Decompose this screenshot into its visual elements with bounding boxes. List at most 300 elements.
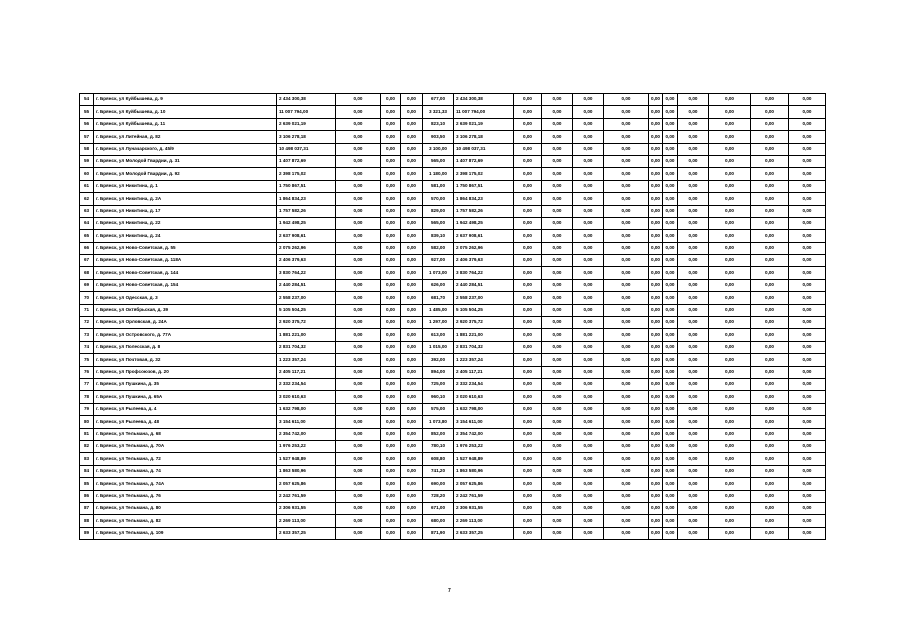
value-cell: 0,00 [336,106,381,118]
value-cell: 0,00 [542,378,573,390]
value-cell: 0,00 [649,440,663,452]
address-cell: г. Брянск, ул Тельмана, д. 80 [94,502,277,514]
table-row [80,490,826,502]
value-cell: 0,00 [604,416,649,428]
value-cell: 0,00 [514,366,542,378]
value-cell: 0,00 [789,230,826,242]
value-cell: 0,00 [604,205,649,217]
value-cell: 0,00 [381,279,401,291]
value-cell: 0,00 [789,490,826,502]
row-number-cell: 73 [80,329,94,341]
row-number-cell: 58 [80,143,94,155]
value-cell: 0,00 [542,329,573,341]
address-cell: г. Брянск, ул Островского, д. 77А [94,329,277,341]
value-cell: 0,00 [678,94,709,106]
value-cell: 0,00 [709,267,751,279]
row-number-cell: 56 [80,118,94,130]
value-cell: 0,00 [663,453,678,465]
value-cell: 0,00 [678,527,709,539]
value-cell: 0,00 [709,193,751,205]
value-cell: 10 498 037,31 [454,143,514,155]
value-cell: 690,00 [423,478,454,490]
value-cell: 0,00 [573,304,604,316]
value-cell: 839,10 [423,230,454,242]
value-cell: 2 398 175,02 [277,168,336,180]
table-row [80,118,826,130]
value-cell: 0,00 [709,292,751,304]
value-cell: 0,00 [514,279,542,291]
value-cell: 0,00 [678,515,709,527]
value-cell: 1 073,00 [423,267,454,279]
value-cell: 0,00 [649,118,663,130]
address-cell: г. Брянск, ул Ново-Советская, д. 144 [94,267,277,279]
value-cell: 829,00 [423,205,454,217]
value-cell: 0,00 [573,440,604,452]
value-cell: 0,00 [573,329,604,341]
value-cell: 0,00 [381,403,401,415]
value-cell: 0,00 [789,180,826,192]
row-number-cell: 89 [80,527,94,539]
value-cell: 0,00 [751,118,789,130]
address-cell: г. Брянск, ул Тельмана, д. 68 [94,428,277,440]
value-cell: 0,00 [573,391,604,403]
value-cell: 0,00 [401,416,423,428]
value-cell: 0,00 [678,217,709,229]
value-cell: 0,00 [542,391,573,403]
value-cell: 0,00 [663,94,678,106]
address-cell: г. Брянск, ул Рылеева, д. 48 [94,416,277,428]
address-cell: г. Брянск, ул Никитина, д. 22 [94,217,277,229]
value-cell: 0,00 [649,168,663,180]
value-cell: 0,00 [401,267,423,279]
table-row [80,168,826,180]
value-cell: 728,20 [423,490,454,502]
value-cell: 0,00 [789,515,826,527]
value-cell: 0,00 [663,118,678,130]
value-cell: 0,00 [789,341,826,353]
value-cell: 0,00 [336,354,381,366]
value-cell: 0,00 [751,143,789,155]
value-cell: 0,00 [604,317,649,329]
value-cell: 1 223 357,24 [454,354,514,366]
value-cell: 0,00 [401,230,423,242]
table-row [80,155,826,167]
value-cell: 0,00 [381,490,401,502]
value-cell: 0,00 [789,354,826,366]
value-cell: 0,00 [381,502,401,514]
value-cell: 0,00 [678,155,709,167]
value-cell: 0,00 [649,193,663,205]
value-cell: 0,00 [542,465,573,477]
value-cell: 0,00 [542,490,573,502]
value-cell: 0,00 [514,205,542,217]
value-cell: 0,00 [573,230,604,242]
value-cell: 0,00 [663,180,678,192]
value-cell: 0,00 [663,354,678,366]
value-cell: 0,00 [751,106,789,118]
address-cell: г. Брянск, ул Тельмана, д. 109 [94,527,277,539]
value-cell: 0,00 [381,440,401,452]
value-cell: 2 405 117,21 [277,366,336,378]
value-cell: 1 527 948,89 [454,453,514,465]
value-cell: 0,00 [663,378,678,390]
value-cell: 0,00 [604,391,649,403]
value-cell: 0,00 [573,527,604,539]
value-cell: 2 405 117,21 [454,366,514,378]
value-cell: 2 434 300,38 [277,94,336,106]
value-cell: 0,00 [514,403,542,415]
row-number-cell: 88 [80,515,94,527]
value-cell: 0,00 [789,465,826,477]
value-cell: 0,00 [751,440,789,452]
address-cell: г. Брянск, ул Молодой Гвардии, д. 31 [94,155,277,167]
table-row [80,527,826,539]
value-cell: 0,00 [751,217,789,229]
value-cell: 0,00 [604,478,649,490]
value-cell: 0,00 [542,168,573,180]
value-cell: 392,00 [423,354,454,366]
value-cell: 0,00 [789,391,826,403]
value-cell: 0,00 [649,329,663,341]
value-cell: 0,00 [336,527,381,539]
value-cell: 0,00 [401,255,423,267]
value-cell: 0,00 [678,341,709,353]
value-cell: 0,00 [604,180,649,192]
value-cell: 0,00 [573,242,604,254]
value-cell: 0,00 [649,143,663,155]
value-cell: 0,00 [649,106,663,118]
value-cell: 0,00 [381,143,401,155]
value-cell: 0,00 [789,527,826,539]
value-cell: 0,00 [336,255,381,267]
value-cell: 0,00 [336,168,381,180]
row-number-cell: 75 [80,354,94,366]
value-cell: 0,00 [514,465,542,477]
value-cell: 0,00 [789,403,826,415]
value-cell: 0,00 [401,453,423,465]
value-cell: 0,00 [649,304,663,316]
value-cell: 0,00 [401,440,423,452]
value-cell: 2 920 375,72 [454,317,514,329]
row-number-cell: 71 [80,304,94,316]
value-cell: 2 406 379,63 [454,255,514,267]
value-cell: 0,00 [604,515,649,527]
value-cell: 0,00 [789,168,826,180]
value-cell: 0,00 [663,242,678,254]
value-cell: 0,00 [381,242,401,254]
value-cell: 0,00 [514,267,542,279]
page-number: 7 [448,588,451,594]
value-cell: 0,00 [336,416,381,428]
value-cell: 0,00 [663,428,678,440]
address-cell: г. Брянск, ул Профсоюзов, д. 20 [94,366,277,378]
value-cell: 0,00 [381,453,401,465]
value-cell: 0,00 [751,304,789,316]
table-row [80,428,826,440]
value-cell: 0,00 [678,143,709,155]
value-cell: 0,00 [751,317,789,329]
value-cell: 0,00 [381,341,401,353]
value-cell: 0,00 [336,502,381,514]
value-cell: 0,00 [514,527,542,539]
address-cell: г. Брянск, ул Орловская, д. 24А [94,317,277,329]
value-cell: 1 757 582,26 [454,205,514,217]
value-cell: 0,00 [709,230,751,242]
value-cell: 0,00 [649,279,663,291]
value-cell: 0,00 [751,453,789,465]
value-cell: 0,00 [336,403,381,415]
row-number-cell: 82 [80,440,94,452]
value-cell: 570,00 [423,193,454,205]
value-cell: 10 498 037,31 [277,143,336,155]
value-cell: 0,00 [789,205,826,217]
value-cell: 0,00 [542,255,573,267]
value-cell: 927,00 [423,255,454,267]
value-cell: 0,00 [381,106,401,118]
value-cell: 0,00 [649,94,663,106]
row-number-cell: 86 [80,490,94,502]
value-cell: 0,00 [649,255,663,267]
value-cell: 0,00 [789,453,826,465]
address-cell: г. Брянск, ул Пушкина, д. 35 [94,378,277,390]
value-cell: 0,00 [709,490,751,502]
value-cell: 2 332 234,54 [454,378,514,390]
value-cell: 2 831 704,32 [454,341,514,353]
value-cell: 0,00 [678,465,709,477]
value-cell: 741,20 [423,465,454,477]
value-cell: 0,00 [542,403,573,415]
value-cell: 11 007 794,00 [277,106,336,118]
value-cell: 0,00 [663,279,678,291]
value-cell: 0,00 [649,428,663,440]
row-number-cell: 68 [80,267,94,279]
value-cell: 0,00 [663,440,678,452]
value-cell: 0,00 [751,292,789,304]
value-cell: 0,00 [751,255,789,267]
row-number-cell: 74 [80,341,94,353]
value-cell: 0,00 [709,416,751,428]
value-cell: 0,00 [678,205,709,217]
value-cell: 0,00 [542,341,573,353]
value-cell: 0,00 [542,440,573,452]
table-row [80,94,826,106]
value-cell: 823,10 [423,118,454,130]
value-cell: 0,00 [381,267,401,279]
row-number-cell: 61 [80,180,94,192]
value-cell: 0,00 [573,453,604,465]
row-number-cell: 80 [80,416,94,428]
row-number-cell: 59 [80,155,94,167]
value-cell: 0,00 [678,354,709,366]
value-cell: 0,00 [573,168,604,180]
row-number-cell: 76 [80,366,94,378]
row-number-cell: 77 [80,378,94,390]
value-cell: 2 633 357,25 [277,527,336,539]
value-cell: 0,00 [542,354,573,366]
row-number-cell: 85 [80,478,94,490]
table-row [80,502,826,514]
value-cell: 0,00 [709,255,751,267]
value-cell: 1 863 580,96 [454,465,514,477]
value-cell: 852,00 [423,428,454,440]
value-cell: 0,00 [401,490,423,502]
value-cell: 0,00 [709,217,751,229]
value-cell: 1 407 872,69 [454,155,514,167]
value-cell: 0,00 [514,391,542,403]
value-cell: 0,00 [663,465,678,477]
value-cell: 0,00 [709,428,751,440]
value-cell: 0,00 [514,143,542,155]
row-number-cell: 84 [80,465,94,477]
value-cell: 1 863 580,96 [277,465,336,477]
value-cell: 0,00 [663,341,678,353]
value-cell: 0,00 [336,440,381,452]
value-cell: 0,00 [381,94,401,106]
value-cell: 2 075 262,96 [454,242,514,254]
value-cell: 0,00 [678,366,709,378]
value-cell: 0,00 [381,416,401,428]
address-cell: г. Брянск, ул Куйбышева, д. 11 [94,118,277,130]
value-cell: 0,00 [789,416,826,428]
value-cell: 0,00 [678,403,709,415]
value-cell: 960,10 [423,391,454,403]
value-cell: 0,00 [709,478,751,490]
table-row [80,317,826,329]
value-cell: 0,00 [542,217,573,229]
value-cell: 0,00 [649,155,663,167]
value-cell: 1 864 834,23 [277,193,336,205]
value-cell: 0,00 [649,242,663,254]
value-cell: 0,00 [751,131,789,143]
value-cell: 0,00 [709,143,751,155]
value-cell: 0,00 [751,366,789,378]
value-cell: 0,00 [663,193,678,205]
value-cell: 0,00 [663,416,678,428]
value-cell: 0,00 [649,230,663,242]
value-cell: 0,00 [514,354,542,366]
value-cell: 3 321,33 [423,106,454,118]
value-cell: 0,00 [336,267,381,279]
value-cell: 0,00 [573,94,604,106]
value-cell: 0,00 [381,378,401,390]
value-cell: 2 057 625,86 [454,478,514,490]
value-cell: 0,00 [573,515,604,527]
value-cell: 780,10 [423,440,454,452]
row-number-cell: 65 [80,230,94,242]
value-cell: 0,00 [573,118,604,130]
value-cell: 0,00 [336,143,381,155]
value-cell: 0,00 [336,242,381,254]
value-cell: 0,00 [381,527,401,539]
value-cell: 0,00 [604,490,649,502]
value-cell: 0,00 [789,279,826,291]
value-cell: 0,00 [542,304,573,316]
value-cell: 0,00 [573,106,604,118]
value-cell: 2 434 300,38 [454,94,514,106]
value-cell: 0,00 [649,391,663,403]
value-cell: 2 057 625,86 [277,478,336,490]
value-cell: 0,00 [649,341,663,353]
value-cell: 0,00 [604,131,649,143]
value-cell: 0,00 [649,502,663,514]
value-cell: 0,00 [604,279,649,291]
value-cell: 0,00 [573,465,604,477]
table-row [80,217,826,229]
value-cell: 0,00 [401,131,423,143]
value-cell: 0,00 [381,155,401,167]
value-cell: 0,00 [751,242,789,254]
value-cell: 0,00 [542,94,573,106]
value-cell: 0,00 [573,416,604,428]
value-cell: 0,00 [751,193,789,205]
value-cell: 0,00 [381,205,401,217]
value-cell: 0,00 [663,527,678,539]
value-cell: 0,00 [401,341,423,353]
value-cell: 0,00 [401,317,423,329]
value-cell: 0,00 [514,217,542,229]
value-cell: 0,00 [663,131,678,143]
value-cell: 0,00 [709,106,751,118]
value-cell: 0,00 [709,168,751,180]
table-row [80,391,826,403]
value-cell: 0,00 [663,217,678,229]
value-cell: 0,00 [709,131,751,143]
value-cell: 0,00 [709,341,751,353]
value-cell: 0,00 [709,453,751,465]
value-cell: 0,00 [401,242,423,254]
value-cell: 3 154 611,00 [454,416,514,428]
value-cell: 0,00 [663,155,678,167]
value-cell: 0,00 [573,490,604,502]
value-cell: 1 223 357,24 [277,354,336,366]
value-cell: 0,00 [514,416,542,428]
value-cell: 0,00 [789,242,826,254]
value-cell: 0,00 [381,428,401,440]
value-cell: 0,00 [514,180,542,192]
value-cell: 0,00 [542,478,573,490]
value-cell: 0,00 [678,168,709,180]
value-cell: 0,00 [709,403,751,415]
value-cell: 0,00 [604,304,649,316]
value-cell: 1 976 253,22 [454,440,514,452]
value-cell: 0,00 [663,515,678,527]
table-row [80,131,826,143]
value-cell: 0,00 [336,180,381,192]
value-cell: 1 881 221,00 [454,329,514,341]
value-cell: 0,00 [649,515,663,527]
value-cell: 0,00 [336,230,381,242]
value-cell: 0,00 [604,527,649,539]
row-number-cell: 70 [80,292,94,304]
value-cell: 0,00 [514,118,542,130]
value-cell: 0,00 [649,354,663,366]
value-cell: 565,00 [423,217,454,229]
value-cell: 0,00 [678,304,709,316]
value-cell: 0,00 [604,329,649,341]
value-cell: 0,00 [678,478,709,490]
value-cell: 0,00 [514,230,542,242]
value-cell: 0,00 [789,118,826,130]
value-cell: 0,00 [678,292,709,304]
value-cell: 0,00 [401,391,423,403]
value-cell: 0,00 [573,502,604,514]
value-cell: 0,00 [751,329,789,341]
value-cell: 0,00 [604,193,649,205]
value-cell: 0,00 [514,131,542,143]
value-cell: 2 558 237,00 [277,292,336,304]
value-cell: 0,00 [381,168,401,180]
value-cell: 3 830 764,22 [454,267,514,279]
